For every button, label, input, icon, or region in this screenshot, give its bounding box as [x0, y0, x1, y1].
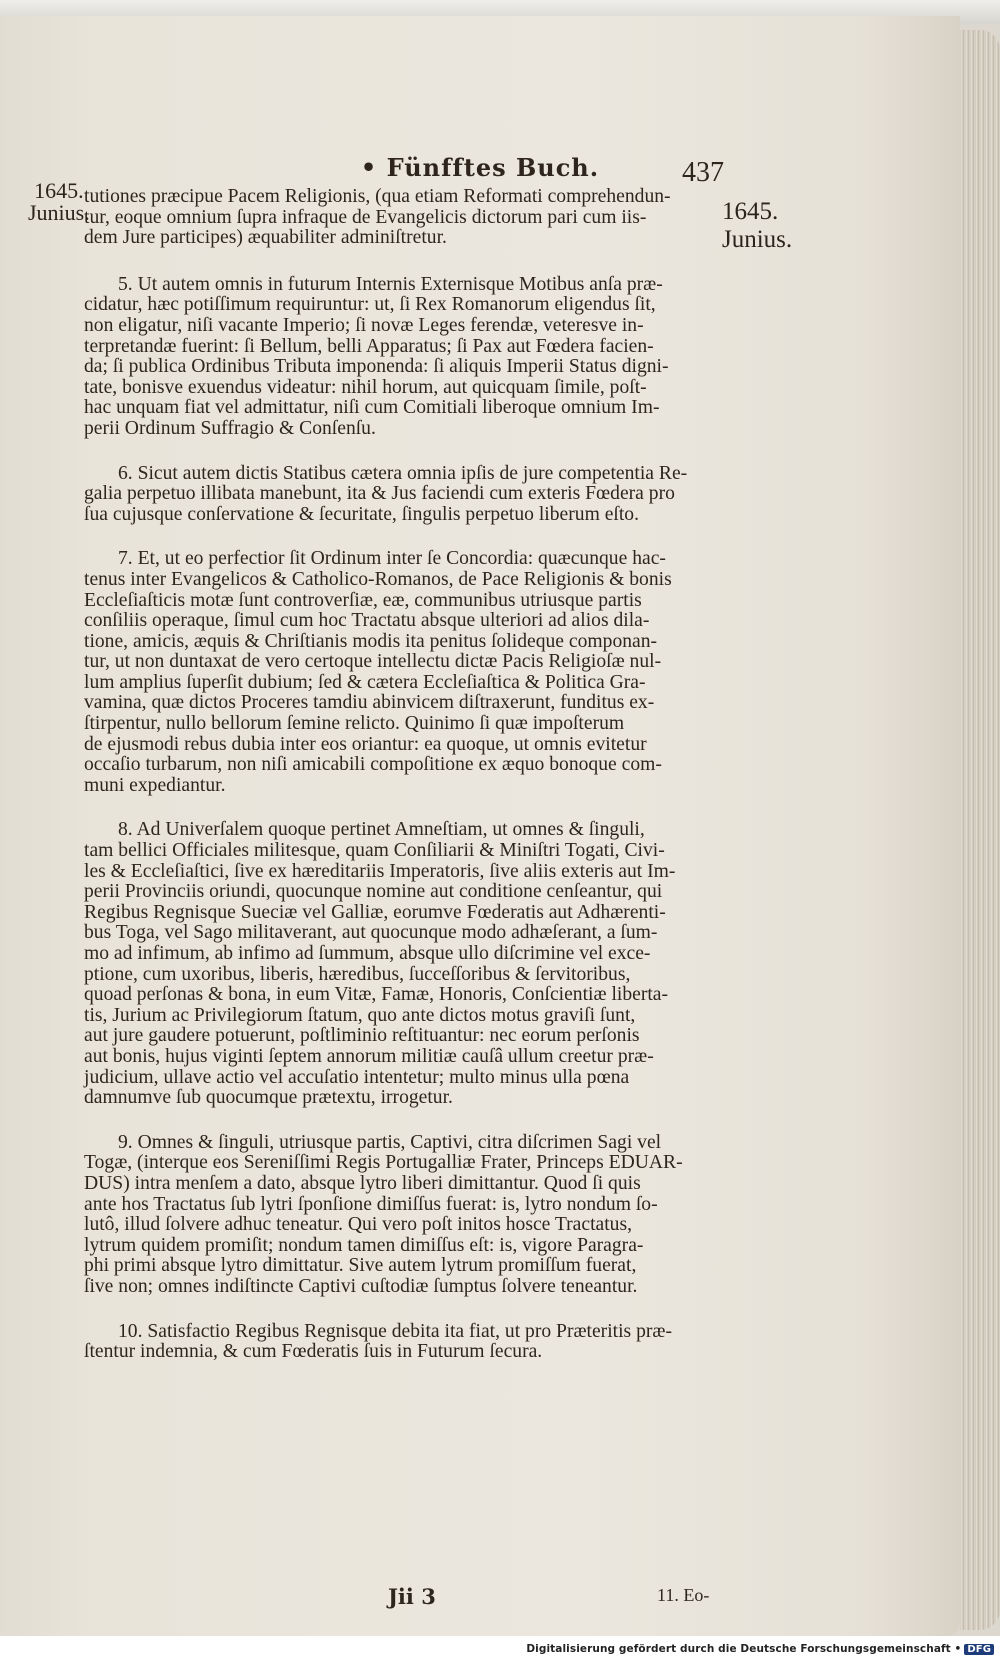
- text-line: phi primi absque lytro dimittatur. Sive autem lytrum promiſſum fuerat,: [84, 1255, 637, 1277]
- text-line: mo ad infimum, ab infimo ad ſummum, absque ullo diſcrimine vel exce-: [84, 943, 651, 964]
- text-line: tate, bonisve exuendus videatur: nihil horum, aut quicquam ſimile, poſt-: [84, 376, 647, 398]
- text-line: conſiliis operaque, ſimul cum hoc Tractatu absque ulteriori ad alios dila-: [84, 610, 650, 632]
- text-line: ptione, cum uxoribus, liberis, hæredibus, ſucceſſoribus & ſervitoribus,: [84, 963, 631, 985]
- text-line: cidatur, hæc potiſſimum requiruntur: ut, ſi Rex Romanorum eligendus ſit,: [84, 294, 656, 316]
- running-title-text: • Fünfftes Buch.: [360, 153, 600, 182]
- text-line: ſtirpentur, nullo bellorum ſemine relicto. Quinimo ſi quæ impoſterum: [84, 713, 625, 735]
- text-line: les & Eccleſiaſtici, ſive ex hæreditariis Imperatoris, ſive aliis exteris aut Im-: [84, 860, 676, 882]
- text-line: judicium, ullave actio vel accuſatio intentetur; multo minus ulla pœna: [84, 1066, 630, 1088]
- paragraph-5: [84, 275, 720, 440]
- paragraph-10: [84, 1322, 720, 1363]
- dfg-logo: DFG: [964, 1644, 994, 1655]
- paragraph-8: [84, 820, 720, 1108]
- paragraph-7: [84, 549, 720, 796]
- text-line: tenus inter Evangelicos & Catholico-Romanos, de Pace Religionis & bonis: [84, 568, 672, 590]
- text-line: 9. Omnes & ſinguli, utriusque partis, Captivi, citra diſcrimen Sagi vel: [118, 1131, 662, 1153]
- text-line: 8. Ad Univerſalem quoque pertinet Amneſtiam, ut omnes & ſinguli,: [118, 819, 645, 841]
- text-line: non eligatur, niſi vacante Imperio; ſi novæ Leges ferendæ, veteresve in-: [84, 314, 644, 336]
- text-line: 10. Satisfactio Regibus Regnisque debita ita fiat, ut pro Præteritis præ-: [118, 1320, 672, 1342]
- body-text: [84, 187, 720, 1387]
- text-line: 5. Ut autem omnis in futurum Internis Externisque Motibus anſa præ-: [118, 273, 663, 295]
- text-line: ante hos Tractatus ſub lytri ſponſione dimiſſus fuerat: is, lytro nondum ſo-: [84, 1193, 658, 1215]
- text-line: tam bellici Officiales militesque, quam Conſiliarii & Miniſtri Togati, Civi-: [84, 840, 665, 862]
- text-line: 6. Sicut autem dictis Statibus cætera omnia ipſis de jure competentia Re-: [118, 462, 688, 484]
- text-line: galia perpetuo illibata manebunt, ita & Jus faciendi cum exteris Fœdera pro: [84, 483, 675, 505]
- text-line: vamina, quæ dictos Proceres tamdiu abinvicem diſtraxerunt, funditus ex-: [84, 692, 655, 714]
- text-line: 7. Et, ut eo perfectior ſit Ordinum inter ſe Concordia: quæcunque hac-: [118, 548, 666, 570]
- text-line: Regibus Regnisque Sueciæ vel Galliæ, eorumve Fœderatis aut Adhærenti-: [84, 901, 666, 923]
- numbered-paragraphs: [84, 275, 720, 1363]
- catchword: 11. Eo-: [657, 1585, 710, 1605]
- text-line: de ejusmodi rebus dubia inter eos oriantur: ea quoque, ut omnis evitetur: [84, 733, 647, 755]
- text-line: quoad perſonas & bona, in eum Vitæ, Famæ, Honoris, Conſcientiæ liberta-: [84, 984, 669, 1006]
- text-line: dem Jure participes) æquabiliter adminiſtretur.: [84, 227, 447, 249]
- text-line: lytrum quidem promiſit; nondum tamen dimiſſus eſt: is, vigore Paragra-: [84, 1234, 644, 1256]
- text-line: DUS) intra menſem a dato, absque lytro liberi dimittantur. Quod ſi quis: [84, 1172, 641, 1194]
- page-number: 437: [682, 157, 724, 188]
- text-line: tis, Jurium ac Privilegiorum ſtatum, quo ante dictos motus graviſi ſunt,: [84, 1004, 636, 1026]
- right-margin-note: [722, 198, 792, 254]
- left-margin-year: 1645.: [34, 178, 84, 203]
- credit-line: [526, 1643, 994, 1655]
- text-line: terpretandæ fuerint: ſi Bellum, belli Apparatus; ſi Pax aut Fœdera facien-: [84, 335, 654, 357]
- text-line: Eccleſiaſticis motæ ſunt controverſiæ, eæ, communibus utriusque partis: [84, 589, 642, 611]
- text-line: tur, eoque omnium ſupra infraque de Evangelicis dictorum pari cum iis-: [84, 206, 647, 228]
- credit-strip: [0, 1636, 1000, 1659]
- text-line: lutô, illud ſolvere adhuc teneatur. Qui vero poſt initos hosce Tractatus,: [84, 1214, 632, 1236]
- text-line: tutiones præcipue Pacem Religionis, (qua etiam Reformati comprehendun-: [84, 186, 671, 207]
- text-line: Togæ, (interque eos Sereniſſimi Regis Portugalliæ Frater, Princeps EDUAR-: [84, 1152, 683, 1174]
- text-line: ſua cujusque conſervatione & ſecuritate, ſingulis perpetuo liberum eſto.: [84, 503, 639, 525]
- text-line: bus Toga, vel Sago militaverant, aut quocunque modo adhæſerant, a ſum-: [84, 922, 658, 944]
- text-line: perii Provinciis oriundi, quocunque nomine aut conditione cenſeantur, qui: [84, 881, 663, 903]
- paragraph-9: [84, 1133, 720, 1298]
- text-line: ſtentur indemnia, & cum Fœderatis ſuis in Futurum ſecura.: [84, 1341, 543, 1363]
- credit-text: Digitalisierung gefördert durch die Deutsche Forschungsgemeinschaft •: [526, 1643, 962, 1655]
- text-line: aut bonis, hujus viginti ſeptem annorum militiæ cauſâ ullum creetur præ-: [84, 1045, 654, 1067]
- text-line: muni expediantur.: [84, 774, 226, 796]
- text-line: tur, ut non duntaxat de vero certoque intellectu dictæ Pacis Religioſæ nul-: [84, 651, 662, 673]
- text-line: tione, amicis, æquis & Chriſtianis modis ita penitus ſolideque componan-: [84, 630, 658, 652]
- text-line: lum amplius ſuperſit dubium; ſed & cætera Eccleſiaſtica & Politica Gra-: [84, 671, 646, 693]
- text-line: hac unquam fiat vel admittatur, niſi cum Comitiali liberoque omnium Im-: [84, 397, 660, 419]
- text-line: occaſio turbarum, non niſi amicabili compoſitione ex æquo bonoque com-: [84, 754, 662, 776]
- right-margin-year: 1645.: [722, 198, 779, 225]
- right-margin-month: Junius.: [722, 226, 793, 253]
- text-line: da; ſi publica Ordinibus Tributa imponenda: ſi aliquis Imperii Status digni-: [84, 356, 669, 378]
- text-line: aut jure gaudere potuerunt, poſtliminio reſtituantur: nec eorum perſonis: [84, 1025, 640, 1047]
- signature-mark: Jii 3: [388, 1584, 436, 1609]
- text-line: ſive non; omnes indiſtincte Captivi cuſtodiæ ſumptus ſolvere teneantur.: [84, 1275, 638, 1297]
- left-margin-note: [28, 180, 90, 224]
- paragraph-6: [84, 464, 720, 526]
- text-line: perii Ordinum Suffragio & Conſenſu.: [84, 417, 376, 439]
- book-fore-edge: [960, 30, 1000, 1630]
- left-margin-month: Junius.: [28, 200, 90, 225]
- running-title: [0, 153, 960, 182]
- intro-paragraph: [84, 187, 720, 249]
- text-line: damnumve ſub quocumque prætextu, irrogetur.: [84, 1087, 453, 1109]
